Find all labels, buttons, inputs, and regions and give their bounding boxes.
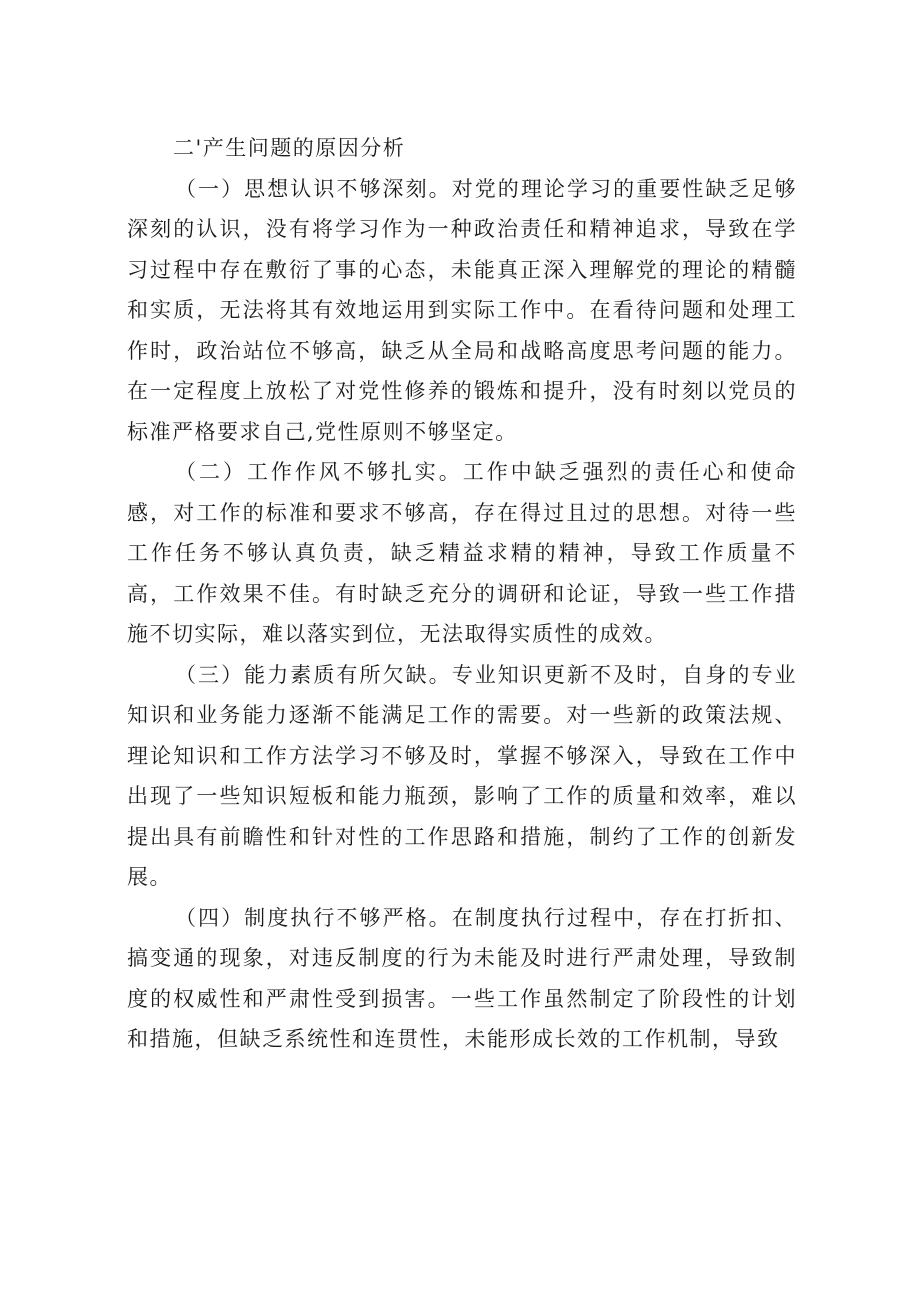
paragraph-ideological-awareness: （一）思想认识不够深刻。对党的理论学习的重要性缺乏足够深刻的认识，没有将学习作为一种政治责任和精神追求，导致在学习过程中存在敷衍了事的心态，未能真正深入理解党的理论的精髓和实质，无法将其有效地运用到实际工作中。在看待问题和处理工作时，政治站位不够高，缺乏从全局和战略高度思考问题的能力。在一定程度上放松了对党性修养的锻炼和提升，没有时刻以党员的标准严格要求自己,党性原则不够坚定。	[127, 176, 797, 444]
section-heading: 二'产生问题的原因分析	[173, 136, 406, 160]
document-body	[127, 128, 797, 1060]
paragraph-system-execution: （四）制度执行不够严格。在制度执行过程中，存在打折扣、搞变通的现象，对违反制度的行为未能及时进行严肃处理，导致制度的权威性和严肃性受到损害。一些工作虽然制定了阶段性的计划和措施，但缺乏系统性和连贯性，未能形成长效的工作机制，导致	[127, 905, 797, 1051]
paragraph-ability-quality: （三）能力素质有所欠缺。专业知识更新不及时，自身的专业知识和业务能力逐渐不能满足工作的需要。对一些新的政策法规、理论知识和工作方法学习不够及时，掌握不够深入，导致在工作中出现了一些知识短板和能力瓶颈，影响了工作的质量和效率，难以提出具有前瞻性和针对性的工作思路和措施，制约了工作的创新发展。	[127, 662, 797, 889]
paragraph-work-style: （二）工作作风不够扎实。工作中缺乏强烈的责任心和使命感，对工作的标准和要求不够高，存在得过且过的思想。对待一些工作任务不够认真负责，缺乏精益求精的精神，导致工作质量不高，工作效果不佳。有时缺乏充分的调研和论证，导致一些工作措施不切实际，难以落实到位，无法取得实质性的成效。	[127, 460, 797, 646]
